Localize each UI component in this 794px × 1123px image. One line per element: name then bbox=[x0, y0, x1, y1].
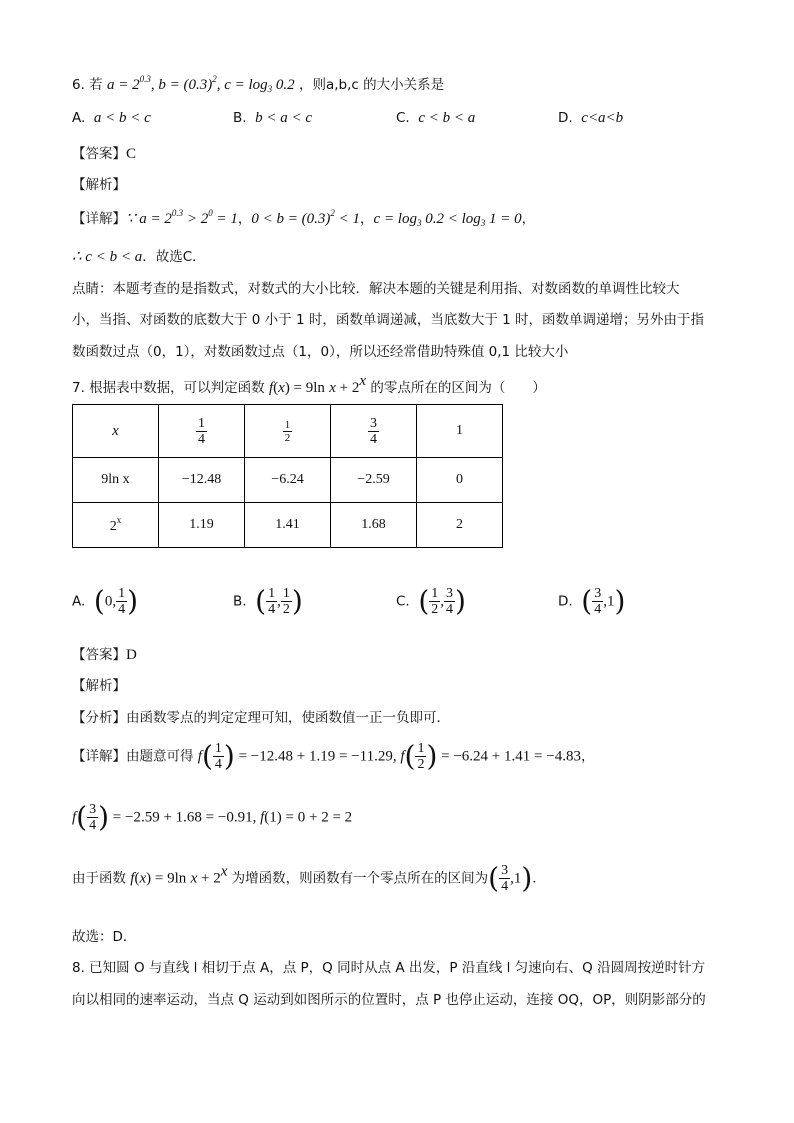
table-cell: −6.24 bbox=[245, 458, 331, 503]
q6-stem-prefix: 6. 若 bbox=[72, 77, 103, 93]
table-cell: 1.68 bbox=[331, 503, 417, 548]
table-cell: 1.19 bbox=[159, 503, 245, 548]
table-cell: $\frac{1}{4}$ bbox=[159, 405, 245, 458]
table-cell: 9ln x bbox=[73, 458, 159, 503]
q7-data-table bbox=[72, 404, 503, 548]
q6-answer: 【答案】C bbox=[72, 146, 137, 162]
table-cell: $\frac{1}{2}$ bbox=[245, 405, 331, 458]
q8-line1: 8. 已知圆 O 与直线 l 相切于点 A，点 P，Q 同时从点 A 出发，P 沿直线 l 匀速向右、Q 沿圆周按逆时针方 bbox=[72, 960, 706, 976]
table-cell: $\frac{3}{4}$ bbox=[331, 405, 417, 458]
q6-note-line3: 数函数过点（0，1），对数函数过点（1，0），所以还经常借助特殊值 0,1 比较大小 bbox=[72, 344, 569, 360]
q6-stem-suffix: ，则a,b,c 的大小关系是 bbox=[298, 77, 445, 93]
q7-analysis-tag: 【解析】 bbox=[72, 678, 126, 694]
q6-stem-math: $a = 2^{0.3}$, $b = (0.3)^2$, $c = \log_3 0.2$ bbox=[106, 74, 295, 94]
q6-option-b: B. b < a < c bbox=[233, 110, 313, 126]
table-cell: 1.41 bbox=[245, 503, 331, 548]
q7-stem: 7. 根据表中数据，可以判定函数 f(x) = 9ln $x + 2^x$ 的零点所在的区间为（ ） bbox=[72, 373, 546, 396]
q6-note-line2: 小，当指、对函数的底数大于 0 小于 1 时，函数单调递减，当底数大于 1 时，函数单调递增；另外由于指 bbox=[72, 312, 705, 328]
q7-detail-line2: f( $\frac{3}{4}$ ) = −2.59 + 1.68 = −0.91, f(1) = 0 + 2 = 2 bbox=[72, 800, 353, 834]
table-cell: 2$^x$ bbox=[73, 503, 159, 548]
q7-answer: 【答案】D bbox=[72, 647, 137, 663]
table-cell: 2 bbox=[417, 503, 503, 548]
q7-stem-math: f bbox=[268, 380, 274, 396]
table-cell: 1 bbox=[417, 405, 503, 458]
q7-fenxi: 【分析】由函数零点的判定定理可知，使函数值一正一负即可． bbox=[72, 710, 450, 726]
q7-conclusion: 由于函数 f(x) = 9ln $x + 2^x$ 为增函数，则函数有一个零点所在的区间为( $\frac{3}{4}$ ,1)． bbox=[72, 861, 546, 895]
q7-option-b: B. ( $\frac{1}{4}$ , $\frac{1}{2}$ ) bbox=[233, 584, 303, 618]
q7-final: 故选：D． bbox=[72, 929, 137, 945]
q7-detail-line1: 【详解】由题意可得 f( $\frac{1}{4}$ ) = −12.48 + 1.19 = −11.29, f( $\frac{1}{2}$ ) = −6.24 + 1.41 = −4.83， bbox=[72, 739, 595, 773]
q6-option-d: D. c<a<b bbox=[558, 110, 624, 126]
q8-line2: 向以相同的速率运动，当点 Q 运动到如图所示的位置时，点 P 也停止运动，连接 OQ，OP，则阴影部分的 bbox=[72, 992, 706, 1008]
q6-option-a: A. a < b < c bbox=[72, 110, 151, 126]
q7-option-d: D. ( $\frac{3}{4}$ ,1) bbox=[558, 584, 626, 618]
table-cell: x bbox=[73, 405, 159, 458]
q6-detail-line1: 【详解】∵ $a = 2^{0.3} > 2^0 = 1$，$0 < b = (0.3)^2 < 1$，$c = \log_3 0.2 < \log_3 1 = 0$， bbox=[72, 208, 536, 228]
q6-note-line1: 点睛：本题考查的是指数式，对数式的大小比较．解决本题的关键是利用指、对数函数的单调性比较大 bbox=[72, 281, 680, 297]
table-cell: −2.59 bbox=[331, 458, 417, 503]
table-row bbox=[73, 458, 503, 503]
q7-option-a: A. (0, $\frac{1}{4}$ ) bbox=[72, 584, 139, 618]
q6-stem bbox=[72, 73, 444, 94]
table-row bbox=[73, 405, 503, 458]
table-cell: 0 bbox=[417, 458, 503, 503]
table-cell: −12.48 bbox=[159, 458, 245, 503]
q6-detail-line2: ∴ c < b < a．故选C． bbox=[72, 249, 206, 265]
q7-option-c: C. ( $\frac{1}{2}$ , $\frac{3}{4}$ ) bbox=[396, 584, 466, 618]
q6-analysis-tag: 【解析】 bbox=[72, 177, 126, 193]
q6-option-c: C. c < b < a bbox=[396, 110, 476, 126]
table-row bbox=[73, 503, 503, 548]
